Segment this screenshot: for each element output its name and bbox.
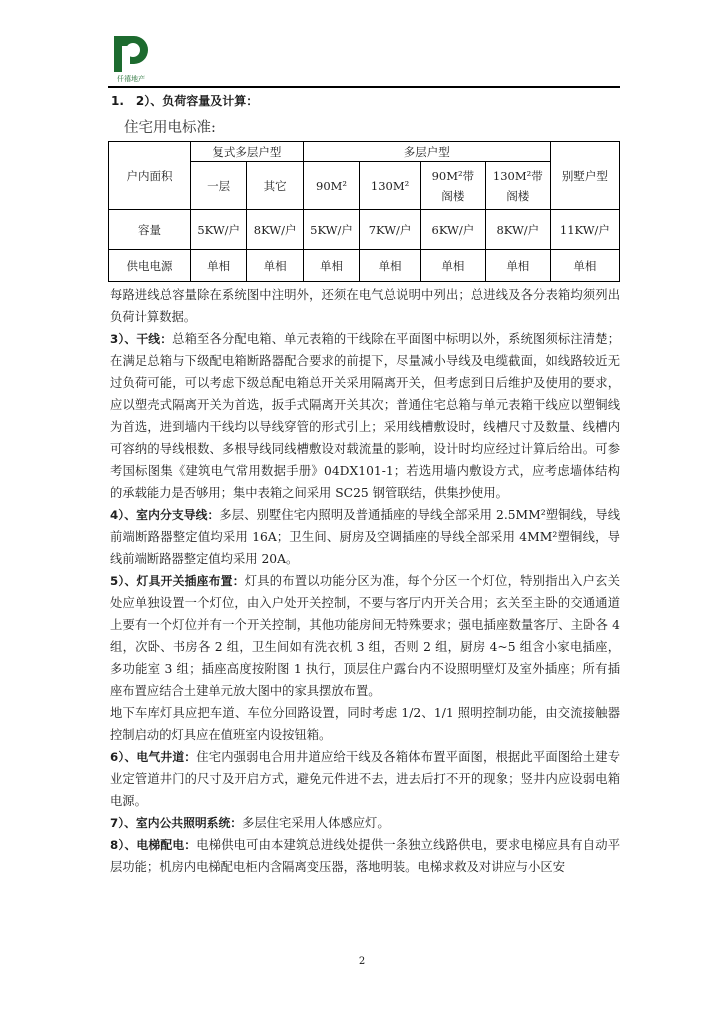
col-multi-4: 130M²带 阁楼 [485,162,550,210]
paragraph-fixtures [110,570,620,702]
power-cell: 单相 [303,250,359,282]
power-cell: 单相 [247,250,303,282]
section-heading: 1. 2）、负荷容量及计算： [111,94,259,108]
row-power-label: 供电电源 [109,250,191,282]
row-capacity-label: 容量 [109,210,191,250]
paragraph-elevator [110,834,620,878]
text-lighting: 多层住宅采用人体感应灯。 [242,816,390,830]
text-trunk: 总箱至各分配电箱、单元表箱的干线除在平面图中标明以外，系统图须标注清楚；在满足总箱与下级配电箱断路器配合要求的前提下，尽量减小导线及电缆截面，如线路较近无过负荷可能，可以考虑下级总配电箱总开关采用隔离开关，但考虑到日后维护及使用的要求，应以塑壳式隔离开关为首选，扳手式隔离开关其次；普通住宅总箱与单元表箱干线应以塑铜线为首选，进到墙内干线均以导线穿管的形式引上；采用线槽敷设时，线槽尺寸及数量、线槽内可容纳的导线根数、多根导线同线槽敷设对载流量的影响，设计时均应经过计算后给出。可参考国标图集《建筑电气常用数据手册》04DX101-1；若选用墙内敷设方式，应考虑墙体结构的承载能力是否够用；集中表箱之间采用 SC25 钢管联结，供集抄使用。 [110,332,620,500]
heading-trunk: 3）、干线： [110,332,173,346]
load-standard-table [108,141,620,282]
capacity-cell: 5KW/户 [303,210,359,250]
page-number: 2 [358,956,366,967]
text-fixtures: 灯具的布置以功能分区为准，每个分区一个灯位，特别指出入户玄关处应单独设置一个灯位，由入户处开关控制，不要与客厅内开关合用；玄关至主卧的交通通道上要有一个灯位并有一个开关控制，其他功能房间无特殊要求；强电插座数量客厅、主卧各 4 组，次卧、书房各 2 组，卫生间如有洗衣机 3 组，否则 2 组，厨房 4~5 组含小家电插座，多功能室 3 组；插座高度按附图 1 执行，顶层住户露台内不设照明壁灯及室外插座；所有插座布置应结合土建单元放大图中的家具摆放布置。 [110,574,620,698]
col-duplex-1: 一层 [190,162,246,210]
paragraph-branch [110,504,620,570]
capacity-cell: 8KW/户 [247,210,303,250]
heading-branch: 4）、室内分支导线： [110,508,220,522]
power-cell: 单相 [190,250,246,282]
capacity-cell: 6KW/户 [420,210,485,250]
capacity-cell: 11KW/户 [550,210,619,250]
logo-text: 仟禧地产 [117,75,145,83]
paragraph-garage: 地下车库灯具应把车道、车位分回路设置，同时考虑 1/2、1/1 照明控制功能，由交流接触器控制启动的灯具应在值班室内设按钮箱。 [110,706,620,742]
col-multi-2: 130M² [360,162,421,210]
power-cell: 单相 [420,250,485,282]
col-duplex-2: 其它 [247,162,303,210]
power-cell: 单相 [550,250,619,282]
text-elevator: 电梯供电可由本建筑总进线处提供一条独立线路供电，要求电梯应具有自动平层功能；机房内电梯配电柜内含隔离变压器，落地明装。电梯求救及对讲应与小区安 [110,838,620,874]
paragraph-lighting [110,812,620,834]
heading-shaft: 6）、电气井道： [110,750,197,764]
header-villa: 别墅户型 [550,142,619,210]
text-shaft: 住宅内强弱电合用井道应给干线及各箱体布置平面图，根据此平面图给土建专业定管道井门的尺寸及开启方式，避免元件进不去，进去后打不开的现象；竖井内应设弱电箱电源。 [110,750,620,808]
header-area: 户内面积 [109,142,191,210]
body-text [110,284,620,878]
col-multi-1: 90M² [303,162,359,210]
power-cell: 单相 [360,250,421,282]
paragraph-shaft [110,746,620,812]
heading-fixtures: 5）、灯具开关插座布置： [110,574,245,588]
capacity-cell: 5KW/户 [190,210,246,250]
capacity-cell: 8KW/户 [485,210,550,250]
table-title: 住宅用电标准: [124,120,216,136]
power-cell: 单相 [485,250,550,282]
header-duplex: 复式多层户型 [190,142,303,162]
capacity-cell: 7KW/户 [360,210,421,250]
paragraph-total-capacity: 每路进线总容量除在系统图中注明外，还须在电气总说明中列出；总进线及各分表箱均须列出负荷计算数据。 [110,288,620,324]
header-rule [108,86,620,88]
paragraph-trunk [110,328,620,504]
text-branch: 多层、别墅住宅内照明及普通插座的导线全部采用 2.5MM²塑铜线，导线前端断路器整定值均采用 16A；卫生间、厨房及空调插座的导线全部采用 4MM²塑铜线，导线前端断路器整定值均采用 20A。 [110,508,621,566]
heading-elevator: 8）、电梯配电： [110,838,197,852]
col-multi-3: 90M²带 阁楼 [420,162,485,210]
heading-lighting: 7）、室内公共照明系统： [110,816,243,830]
header-multi: 多层户型 [303,142,550,162]
